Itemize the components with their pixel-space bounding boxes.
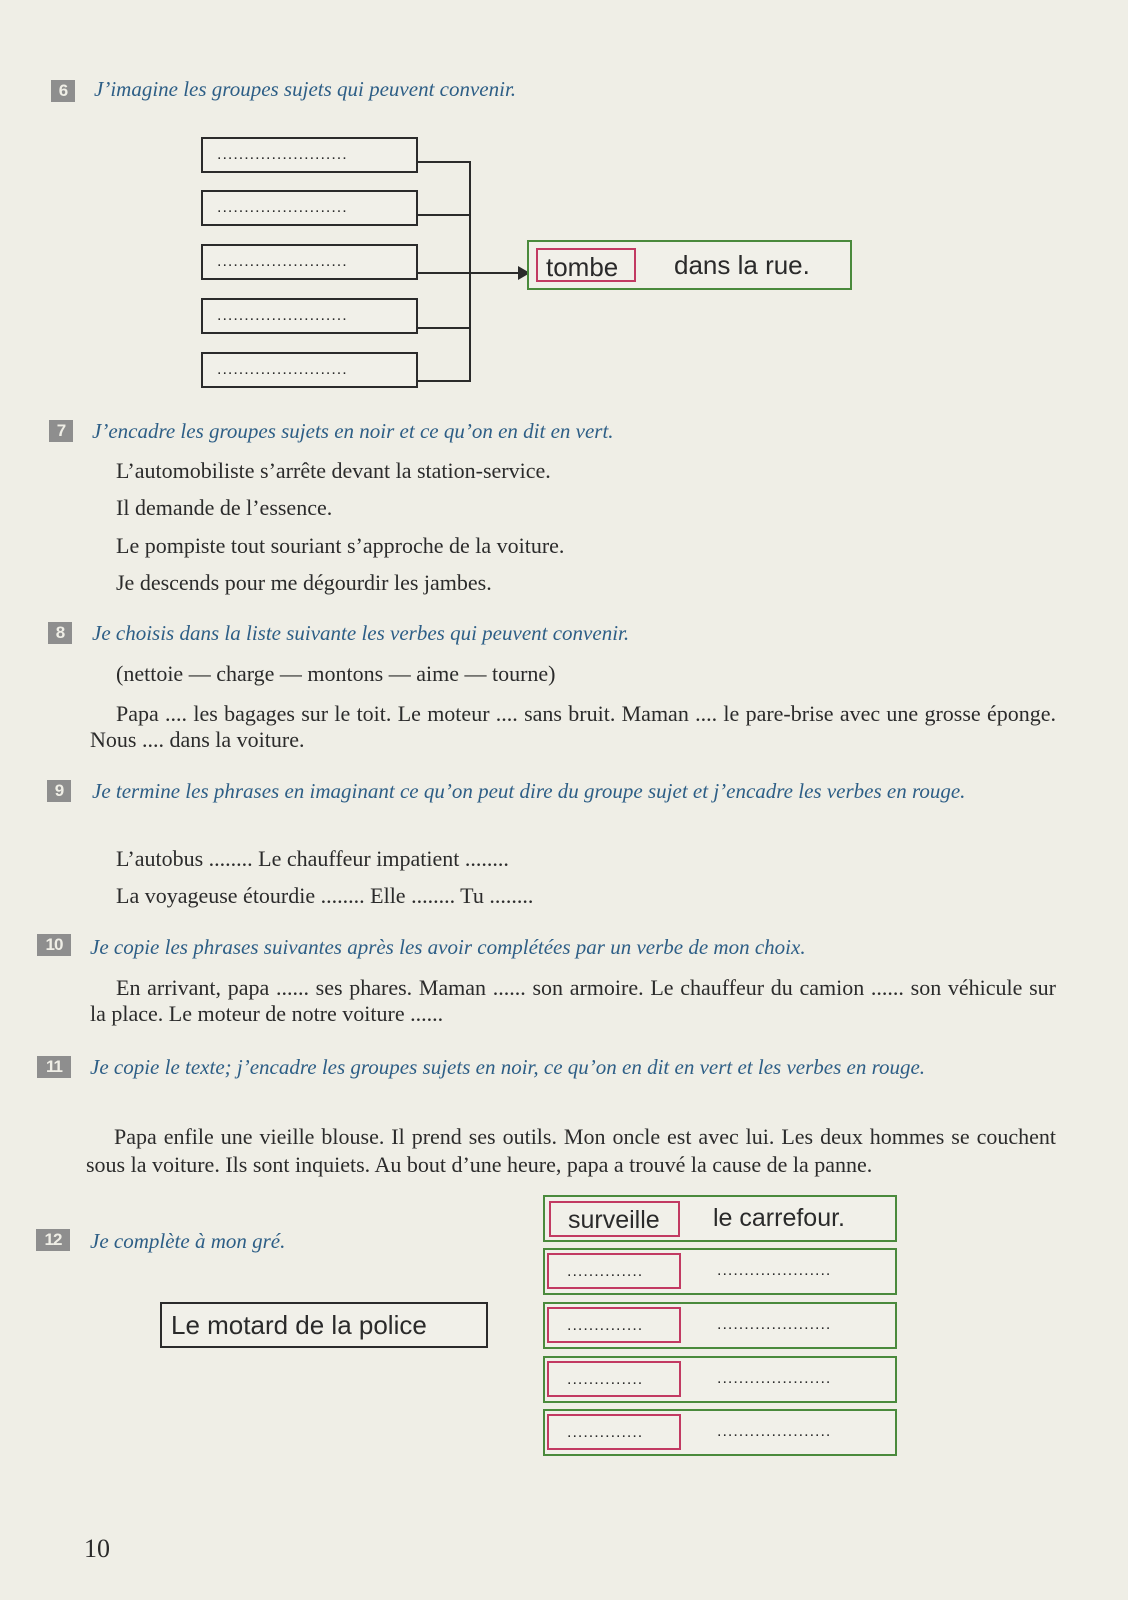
sentence: L’automobiliste s’arrête devant la station-service. — [116, 458, 551, 483]
instruction-7: J’encadre les groupes sujets en noir et ce qu’on en dit en vert. — [92, 419, 614, 443]
instruction-9: Je termine les phrases en imaginant ce qu’on peut dire du groupe sujet et j’encadre les verbes en rouge. — [92, 779, 966, 803]
blank-subject-box-1[interactable]: ........................ — [201, 137, 418, 173]
instruction-11: Je copie le texte; j’encadre les groupes sujets en noir, ce qu’on en dit en vert et les verbes en rouge. — [90, 1055, 926, 1079]
blank-verb-box[interactable]: .............. — [547, 1361, 681, 1397]
instruction-12: Je complète à mon gré. — [90, 1229, 286, 1253]
exercise-number-7: 7 — [49, 420, 73, 442]
connector-arrow-shaft — [418, 272, 522, 274]
verb-box: tombe — [536, 248, 636, 282]
blank-predicate-box-4[interactable]: .............. ..................... — [543, 1409, 897, 1456]
exercise-number-12: 12 — [36, 1229, 70, 1251]
blank-verb-box[interactable]: .............. — [547, 1414, 681, 1450]
blank-subject-box-4[interactable]: ........................ — [201, 298, 418, 334]
example-verb-box: surveille — [549, 1201, 680, 1237]
exercise-number-9: 9 — [47, 780, 71, 802]
predicate-box: tombe dans la rue. — [527, 240, 852, 290]
connector-line — [418, 380, 471, 382]
exercise-9-line-2: La voyageuse étourdie ........ Elle ........ Tu ........ — [116, 883, 534, 908]
verb-list: (nettoie — charge — montons — aime — tourne) — [116, 661, 556, 686]
blank-subject-box-3[interactable]: ........................ — [201, 244, 418, 280]
exercise-number-6: 6 — [51, 80, 75, 102]
sentence: Je descends pour me dégourdir les jambes. — [116, 570, 492, 595]
connector-line — [418, 327, 471, 329]
instruction-8: Je choisis dans la liste suivante les verbes qui peuvent convenir. — [92, 621, 630, 645]
blank-predicate-box-1[interactable]: .............. ..................... — [543, 1248, 897, 1295]
exercise-number-10: 10 — [37, 934, 71, 956]
blank-subject-box-5[interactable]: ........................ — [201, 352, 418, 388]
connector-line — [418, 214, 471, 216]
exercise-number-11: 11 — [37, 1056, 71, 1078]
example-predicate-box: surveille le carrefour. — [543, 1195, 897, 1242]
instruction-6: J’imagine les groupes sujets qui peuvent convenir. — [94, 77, 517, 101]
exercise-9-line-1: L’autobus ........ Le chauffeur impatient ........ — [116, 846, 509, 871]
page-number: 10 — [84, 1534, 110, 1563]
sentence: Il demande de l’essence. — [116, 495, 333, 520]
exercise-11-text: Papa enfile une vieille blouse. Il prend ses outils. Mon oncle est avec lui. Les deux hommes se couchent sous la voiture. Ils sont inquiets. Au bout d’une heure, papa a trouvé la cause de la panne. — [86, 1124, 1056, 1177]
connector-line — [418, 161, 471, 163]
sentence: Le pompiste tout souriant s’approche de la voiture. — [116, 533, 565, 558]
exercise-10-text: En arrivant, papa ...... ses phares. Maman ...... son armoire. Le chauffeur du camion ...... son véhicule sur la place. Le moteur de notre voiture ...... — [90, 975, 1056, 1026]
blank-verb-box[interactable]: .............. — [547, 1307, 681, 1343]
exercise-number-8: 8 — [48, 622, 72, 644]
blank-subject-box-2[interactable]: ........................ — [201, 190, 418, 226]
blank-verb-box[interactable]: .............. — [547, 1253, 681, 1289]
exercise-8-text: Papa .... les bagages sur le toit. Le moteur .... sans bruit. Maman .... le pare-brise avec une grosse éponge. Nous .... dans la voiture. — [90, 701, 1056, 752]
blank-predicate-box-3[interactable]: .............. ..................... — [543, 1356, 897, 1403]
subject-box: Le motard de la police — [160, 1302, 488, 1348]
instruction-10: Je copie les phrases suivantes après les avoir complétées par un verbe de mon choix. — [90, 935, 806, 959]
blank-predicate-box-2[interactable]: .............. ..................... — [543, 1302, 897, 1349]
